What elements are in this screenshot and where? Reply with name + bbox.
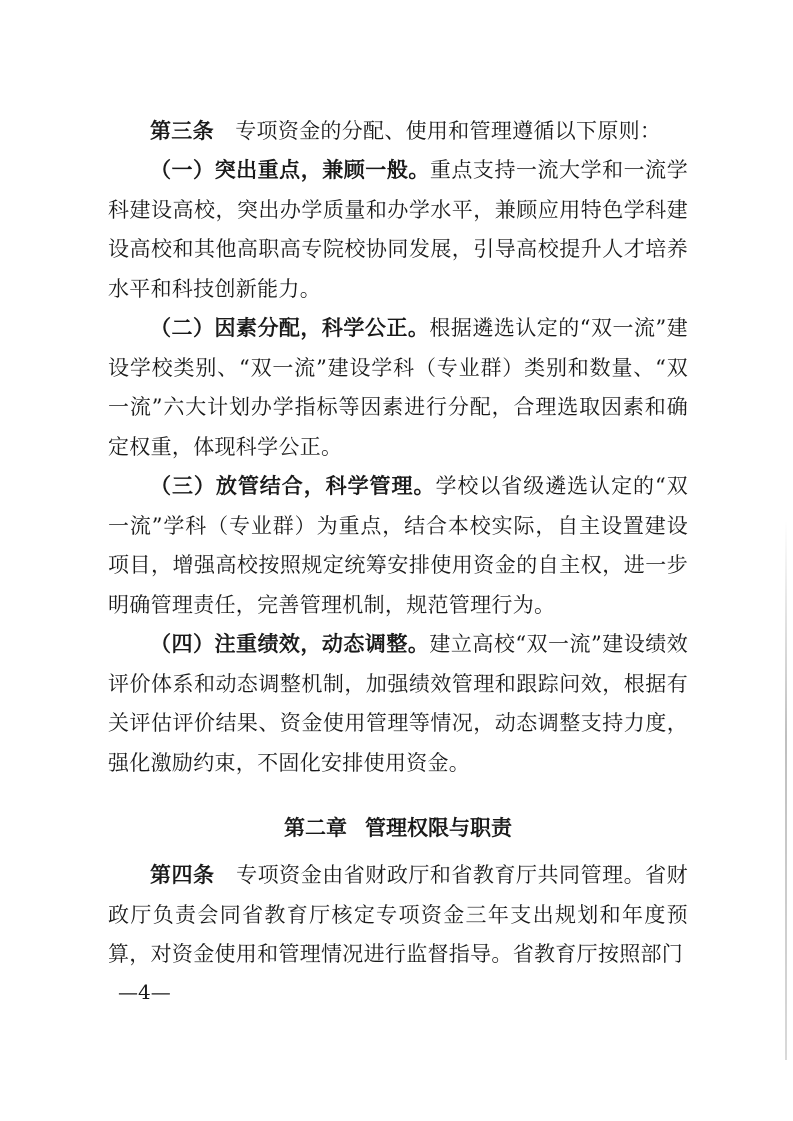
principle-4-body: 建立高校“双一流”建设绩效评价体系和动态调整机制，加强绩效管理和跟踪问效，根据有关评估评价结果、资金使用管理等情况，动态调整支持力度，强化激励约束，不固化安排使用资金。 [108, 632, 688, 775]
page-number: —4— [118, 980, 171, 1004]
principle-1-body: 重点支持一流大学和一流学科建设高校，突出办学质量和办学水平，兼顾应用特色学科建设高校和其他高职高专院校协同发展，引导高校提升人才培养水平和科技创新能力。 [108, 158, 688, 301]
article-3-title: 第三条 [150, 119, 214, 143]
chapter-number: 第二章 [284, 816, 347, 840]
principle-4-paragraph [108, 625, 688, 783]
principle-2-paragraph [108, 309, 688, 467]
chapter-heading [108, 812, 688, 842]
principle-2-title: （二）因素分配，科学公正。 [150, 316, 430, 340]
article-3-intro: 专项资金的分配、使用和管理遵循以下原则： [235, 119, 662, 143]
principle-1-paragraph [108, 151, 688, 309]
scan-edge-shadow [785, 520, 787, 1060]
principle-2-body: 根据遴选认定的“双一流”建设学校类别、“双一流”建设学科（专业群）类别和数量、“双一流”六大计划办学指标等因素进行分配，合理选取因素和确定权重，体现科学公正。 [108, 316, 688, 459]
principle-3-body: 学校以省级遴选认定的“双一流”学科（专业群）为重点，结合本校实际，自主设置建设项目，增强高校按照规定统筹安排使用资金的自主权，进一步明确管理责任，完善管理机制，规范管理行为。 [108, 474, 688, 617]
article-4-body: 专项资金由省财政厅和省教育厅共同管理。省财政厅负责会同省教育厅核定专项资金三年支出规划和年度预算，对资金使用和管理情况进行监督指导。省教育厅按照部门 [108, 863, 688, 966]
article-4-paragraph [108, 856, 688, 975]
article-3-paragraph [108, 112, 688, 152]
principle-3-title: （三）放管结合，科学管理。 [150, 474, 436, 498]
principle-4-title: （四）注重绩效，动态调整。 [150, 632, 430, 656]
chapter-title: 管理权限与职责 [365, 816, 512, 840]
principle-1-title: （一）突出重点，兼顾一般。 [150, 158, 430, 182]
article-4-title: 第四条 [150, 863, 215, 887]
principle-3-paragraph [108, 467, 688, 625]
